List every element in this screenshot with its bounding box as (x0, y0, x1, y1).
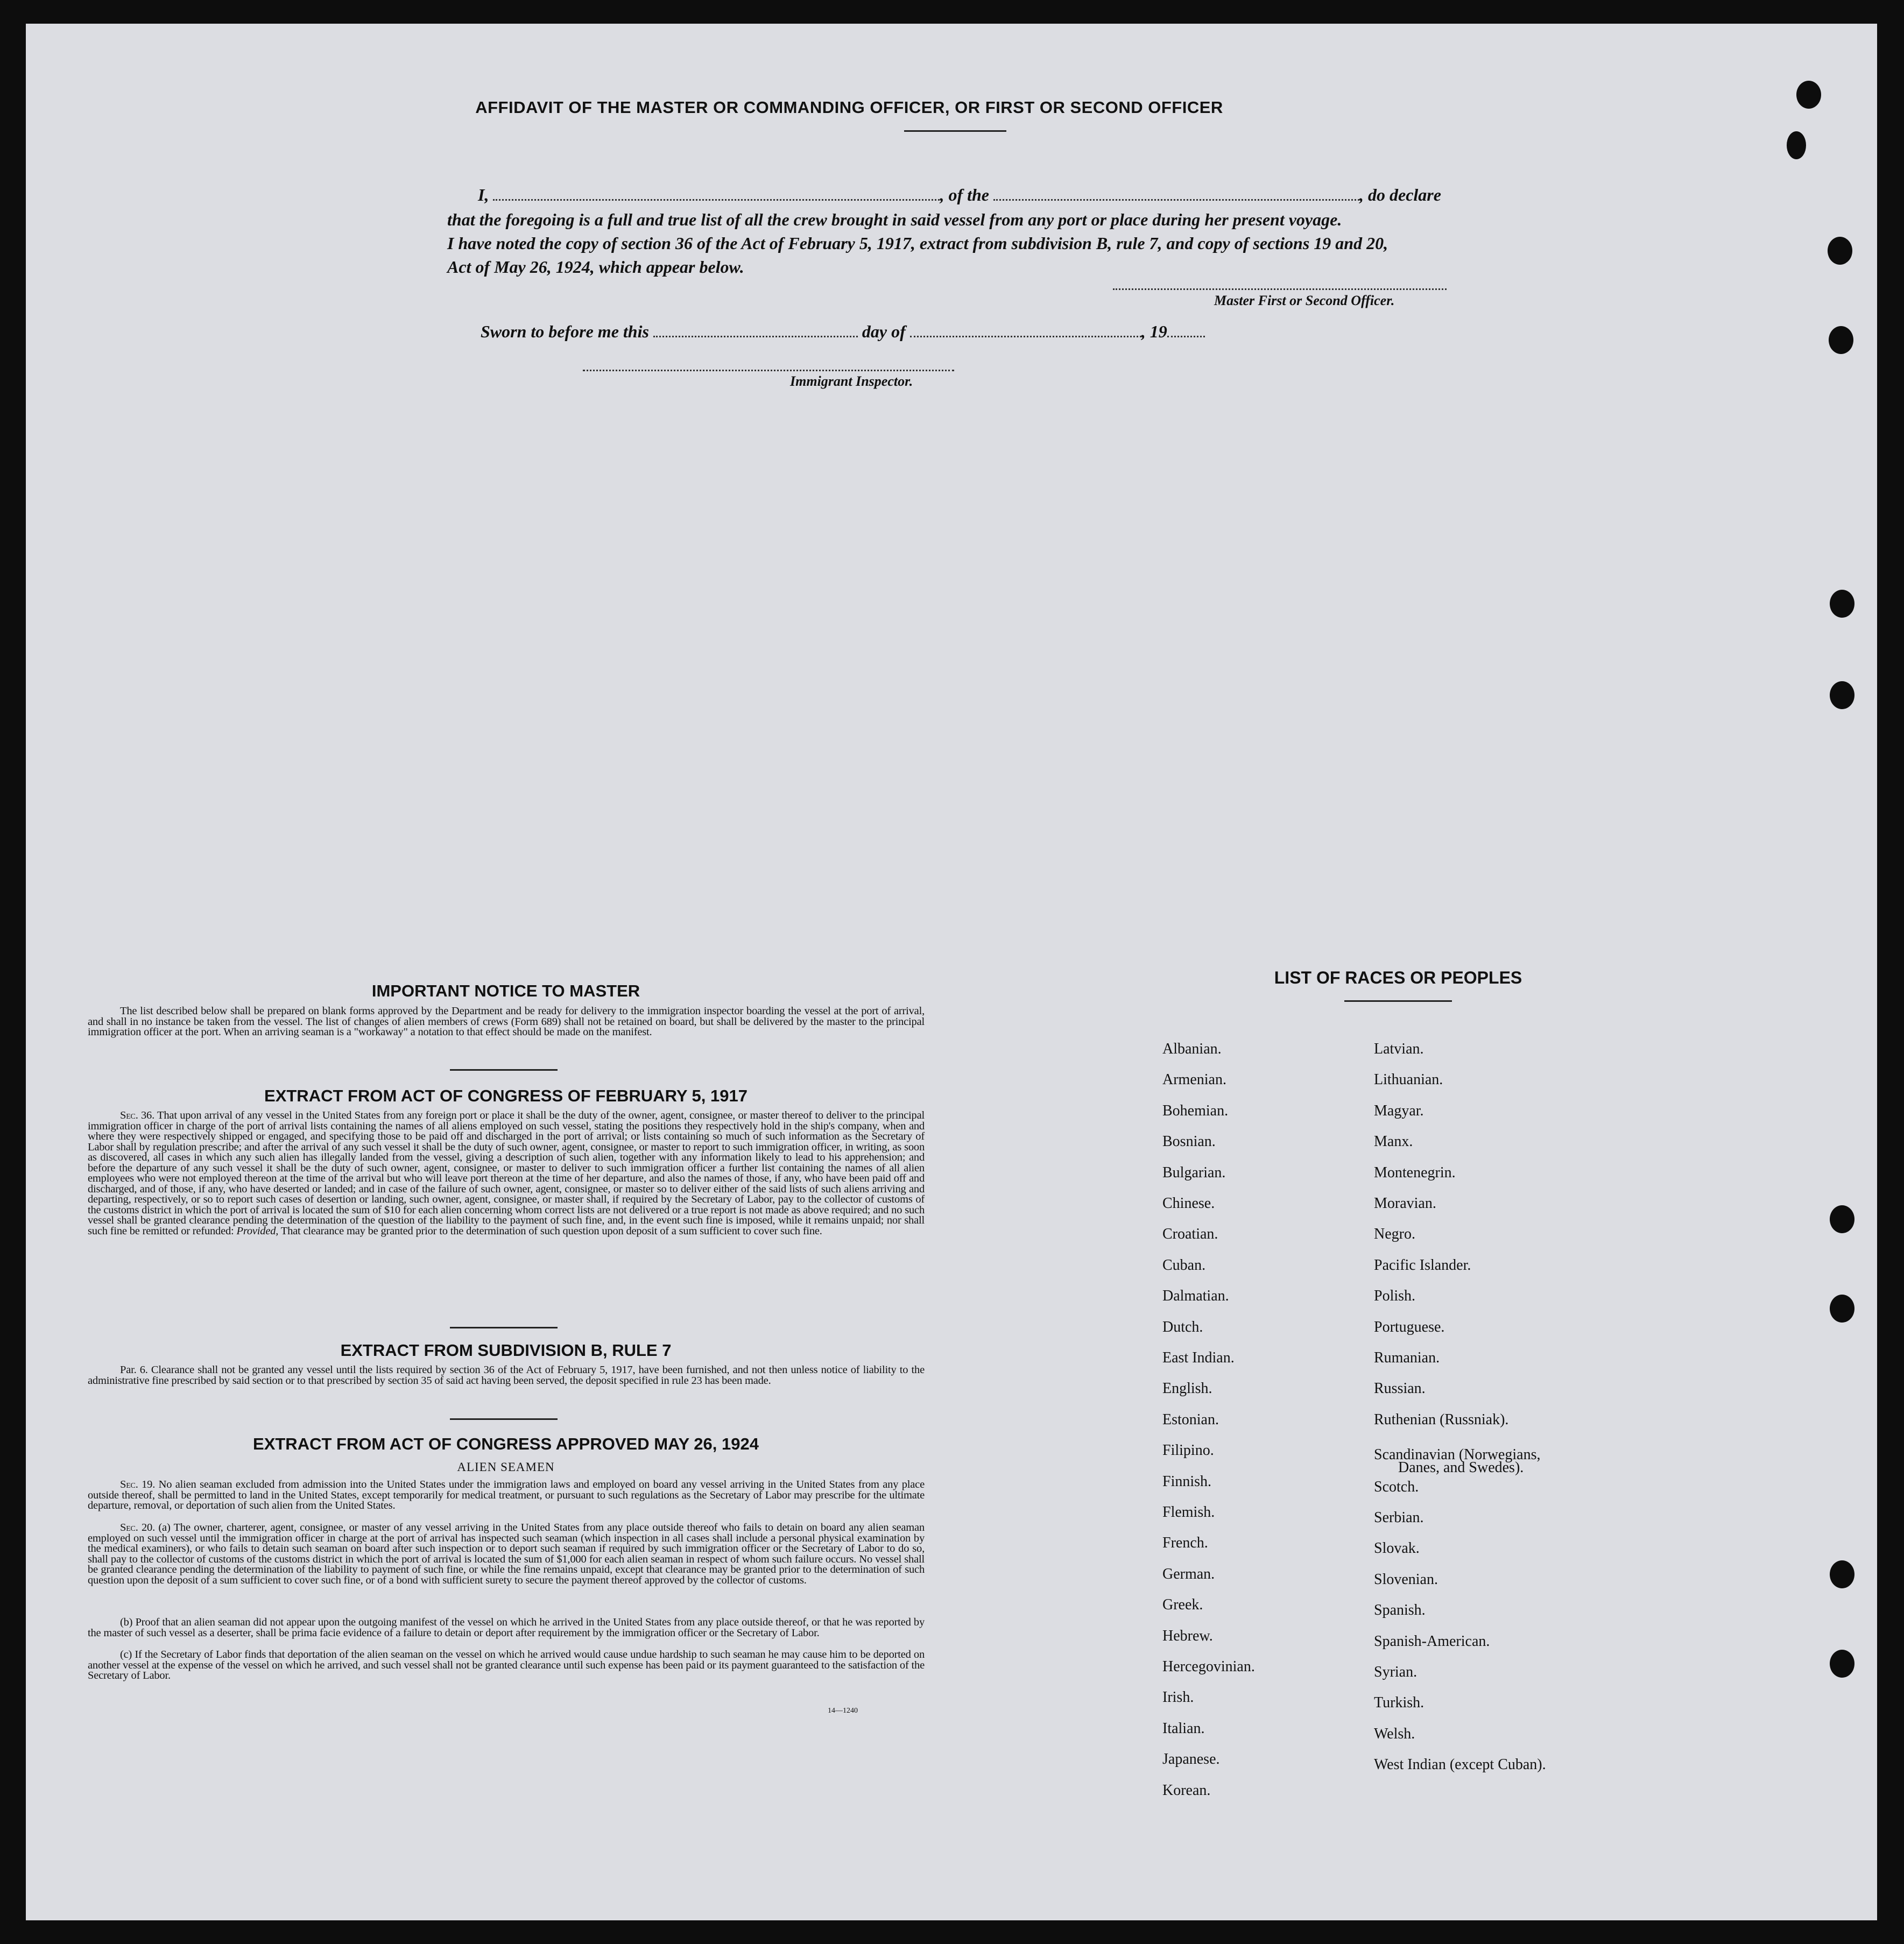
sworn-label: Sworn to before me this (481, 322, 649, 341)
race-item: Croatian. (1162, 1226, 1218, 1242)
race-item: Polish. (1374, 1288, 1416, 1304)
punch-hole (1828, 237, 1852, 265)
race-item: Estonian. (1162, 1411, 1219, 1428)
race-item: Hebrew. (1162, 1628, 1213, 1644)
affidavit-i: I, (478, 185, 489, 204)
race-item: Montenegrin. (1374, 1164, 1456, 1181)
race-item: Magyar. (1374, 1102, 1424, 1119)
form-number: 14—1240 (828, 1707, 858, 1715)
race-item: Lithuanian. (1374, 1071, 1443, 1088)
section-36-body: That upon arrival of any vessel in the United States from any foreign port or place it shall be the duty of the owner, agent, consignee, or master thereof to deliver to the principal immigration officer in charge of the port of arrival lists containing the names of all aliens employed on such vessel, stating the positions they respectively hold in the ship's company, when and where they were respectively shipped or engaged, and specifying those to be paid off and discharged in the port of arrival; or lists containing so much of such information as the Secretary of Labor shall by regulation prescribe; and after the arrival of any such vessel it shall be the duty of such owner, agent, consignee, or master to report to such immigration officer, in writing, as soon as discovered, all cases in which any such alien has illegally landed from the vessel, giving a description of such alien, together with any information likely to lead to his apprehension; and before the departure of any such vessel it shall be the duty of such owner, agent, consignee, or master to deliver to such immigration officer a further list containing the names of all alien employees who were not employed thereon at the time of the arrival but who will leave port thereon at the time of her departure, and also the names of those, if any, who have been paid off and discharged, and of those, if any, who have deserted or landed; and in case of the failure of such owner, agent, consignee, or master so to deliver either of the said lists of such aliens arriving and departing, respectively, or so to report such cases of desertion or landing, such owner, agent, consignee, or master shall, if required by the Secretary of Labor, pay to the collector of customs of the customs district in which the port of arrival is located the sum of $10 for each alien concerning whom correct lists are not delivered or a true report is not made as above required; and no such vessel shall be granted clearance pending the determination of the question of the liability to the payment of such fine, and, in the event such fine is imposed, while it remains unpaid; nor shall such fine be remitted or refunded: (88, 1109, 925, 1237)
race-item: Bulgarian. (1162, 1164, 1226, 1181)
race-item: French. (1162, 1535, 1208, 1551)
divider (450, 1418, 558, 1420)
rule-7-body: Par. 6. Clearance shall not be granted any vessel until the lists required by section 36 of the Act of February 5, 1917, have been furnished, and not then unless notice of liability to the administrative fine prescribed by said section or to that prescribed by section 35 of said act having been served, the deposit specified in rule 23 has been made. (88, 1364, 925, 1387)
race-item: Danes, and Swedes). (1398, 1459, 1524, 1476)
provided-label: Provided, (236, 1225, 279, 1237)
affidavit-line-2: that the foregoing is a full and true list of all the crew brought in said vessel from any port or place during her present voyage. (447, 210, 1342, 229)
race-item: Flemish. (1162, 1504, 1215, 1521)
race-item: Bosnian. (1162, 1133, 1216, 1150)
rule-7-title: EXTRACT FROM SUBDIVISION B, RULE 7 (340, 1341, 672, 1360)
document-page (26, 24, 1877, 1920)
race-item: Bohemian. (1162, 1102, 1229, 1119)
race-item: Scotch. (1374, 1479, 1419, 1495)
race-item: Finnish. (1162, 1473, 1212, 1490)
sworn-month-blank (910, 336, 1141, 337)
race-item: Korean. (1162, 1782, 1211, 1799)
section-19-label: Sec. 19. (120, 1479, 156, 1490)
section-20a-body: (a) The owner, charterer, agent, consignee, or master of any vessel arriving in the United States from any place outside thereof who fails to detain on board any alien seaman employed on such vessel until the immigration officer in charge at the port of arrival has inspected such seaman (which inspection in all cases shall include a personal physical examination by the medical examiners), or who fails to detain such seaman on board after such inspection or to deport such seaman if required by such immigration officer or the Secretary of Labor to do so, shall pay to the collector of customs of the customs district in which the port of arrival is located the sum of $1,000 for each alien seaman in respect of whom such failure occurs. No vessel shall be granted clearance pending the determination of the liability to payment of such fine, or while the fine remains unpaid, except that clearance may be granted prior to the determination of such question upon the deposit of a sum sufficient to cover such fine, or of a bond with sufficient surety to secure the payment thereof approved by the collector of customs. (88, 1522, 925, 1586)
race-item: Rumanian. (1374, 1349, 1440, 1366)
race-item: Portuguese. (1374, 1319, 1445, 1335)
race-item: Spanish-American. (1374, 1633, 1490, 1650)
race-item: Russian. (1374, 1380, 1426, 1397)
name-blank (493, 199, 940, 201)
inspector-signature-line (583, 370, 954, 371)
notice-body: The list described below shall be prepared on blank forms approved by the Department and be ready for delivery to the immigration inspector boarding the vessel at the port of arrival, and shall in no instance be taken from the vessel. The list of changes of alien members of crews (Form 689) shall not be retained on board, but shall be delivered by the master to the principal immigration officer at the port. When an arriving seaman is a "workaway" a notation to that effect should be made on the manifest. (88, 1005, 925, 1038)
race-item: Serbian. (1374, 1509, 1424, 1526)
punch-hole (1830, 590, 1854, 618)
affidavit-line-4: Act of May 26, 1924, which appear below. (447, 257, 744, 277)
extract-1924-title: EXTRACT FROM ACT OF CONGRESS APPROVED MAY 26, 1924 (253, 1434, 759, 1453)
section-20-label: Sec. 20. (120, 1522, 156, 1533)
race-item: Ruthenian (Russniak). (1374, 1411, 1509, 1428)
affidavit-title: AFFIDAVIT OF THE MASTER OR COMMANDING OFFICER, OR FIRST OR SECOND OFFICER (475, 98, 1223, 117)
punch-hole (1830, 1560, 1854, 1588)
race-item: Slovenian. (1374, 1571, 1438, 1588)
race-item: English. (1162, 1380, 1212, 1397)
affidavit-line-1 (478, 185, 1441, 205)
race-item: Pacific Islander. (1374, 1257, 1471, 1274)
alien-seamen-subtitle: ALIEN SEAMEN (457, 1460, 555, 1474)
punch-hole (1830, 1650, 1854, 1678)
races-title-underline (1344, 1000, 1452, 1002)
race-item: Greek. (1162, 1596, 1203, 1613)
race-item: Dutch. (1162, 1319, 1203, 1335)
affidavit-line-3: I have noted the copy of section 36 of the Act of February 5, 1917, extract from subdivision B, rule 7, and copy of sections 19 and 20, (447, 234, 1388, 253)
race-item: Chinese. (1162, 1195, 1215, 1212)
race-item: German. (1162, 1566, 1215, 1582)
race-item: Negro. (1374, 1226, 1415, 1242)
notice-title: IMPORTANT NOTICE TO MASTER (371, 981, 640, 1000)
year-prefix: , 19 (1141, 322, 1167, 341)
affidavit-declare: , do declare (1359, 185, 1441, 204)
master-caption: Master First or Second Officer. (1214, 293, 1395, 308)
section-20a-text (88, 1523, 925, 1586)
punch-hole (1796, 81, 1821, 109)
sworn-day-blank (653, 336, 858, 337)
divider (450, 1327, 558, 1328)
race-item: East Indian. (1162, 1349, 1235, 1366)
race-item: Italian. (1162, 1720, 1205, 1737)
section-19-body: No alien seaman excluded from admission into the United States under the immigration laws and employed on board any vessel arriving in the United States from any place outside thereof, shall be permitted to land in the United States, except temporarily for medical treatment, or pursuant to such regulations as the Secretary of Labor may prescribe for the ultimate departure, removal, or deportation of such alien from the United States. (88, 1479, 925, 1511)
races-title: LIST OF RACES OR PEOPLES (1274, 968, 1522, 987)
section-19-text (88, 1480, 925, 1511)
race-item: Syrian. (1374, 1664, 1418, 1680)
sworn-line (481, 322, 1205, 342)
race-item: Japanese. (1162, 1751, 1220, 1768)
race-item: Irish. (1162, 1689, 1194, 1706)
divider (450, 1069, 558, 1071)
day-of-label: day of (862, 322, 906, 341)
punch-hole (1787, 131, 1806, 159)
race-item: Slovak. (1374, 1540, 1420, 1557)
race-item: Cuban. (1162, 1257, 1206, 1274)
race-item: Scandinavian (Norwegians, (1374, 1446, 1541, 1463)
race-item: Albanian. (1162, 1041, 1222, 1057)
race-item: Armenian. (1162, 1071, 1226, 1088)
race-item: Filipino. (1162, 1442, 1214, 1459)
extract-1917-title: EXTRACT FROM ACT OF CONGRESS OF FEBRUARY 5, 1917 (264, 1086, 748, 1105)
punch-hole (1830, 1295, 1854, 1323)
race-item: Manx. (1374, 1133, 1413, 1150)
punch-hole (1830, 1205, 1854, 1233)
punch-hole (1829, 326, 1853, 354)
race-item: Moravian. (1374, 1195, 1436, 1212)
race-item: Turkish. (1374, 1694, 1425, 1711)
section-36-text (88, 1111, 925, 1236)
race-item: Latvian. (1374, 1041, 1424, 1057)
race-item: Welsh. (1374, 1726, 1415, 1742)
title-underline (904, 130, 1006, 132)
affidavit-of-the: , of the (940, 185, 989, 204)
section-36-body-end: That clearance may be granted prior to the determination of such question upon deposit of a sum sufficient to cover such fine. (280, 1225, 822, 1237)
race-item: Hercegovinian. (1162, 1658, 1255, 1675)
vessel-blank (993, 199, 1359, 201)
section-36-label: Sec. 36. (120, 1109, 155, 1121)
section-20c-text: (c) If the Secretary of Labor finds that deportation of the alien seaman on the vessel on which he arrived would cause undue hardship to such seaman he may cause him to be deported on another vessel at the expense of the vessel on which he arrived, and such vessel shall not be granted clearance until such expense has been paid or its payment guaranteed to the satisfaction of the Secretary of Labor. (88, 1649, 925, 1681)
punch-hole (1830, 681, 1854, 709)
race-item: Dalmatian. (1162, 1288, 1229, 1304)
race-item: Spanish. (1374, 1602, 1426, 1618)
master-signature-line (1113, 288, 1447, 290)
year-blank (1167, 336, 1205, 337)
race-item: West Indian (except Cuban). (1374, 1756, 1546, 1773)
inspector-caption: Immigrant Inspector. (790, 373, 913, 389)
section-20b-text: (b) Proof that an alien seaman did not appear upon the outgoing manifest of the vessel on which he arrived in the United States from any place outside thereof, or that he was reported by the master of such vessel as a deserter, shall be prima facie evidence of a failure to detain or deport after requirement by the immigration officer or the Secretary of Labor. (88, 1616, 925, 1639)
